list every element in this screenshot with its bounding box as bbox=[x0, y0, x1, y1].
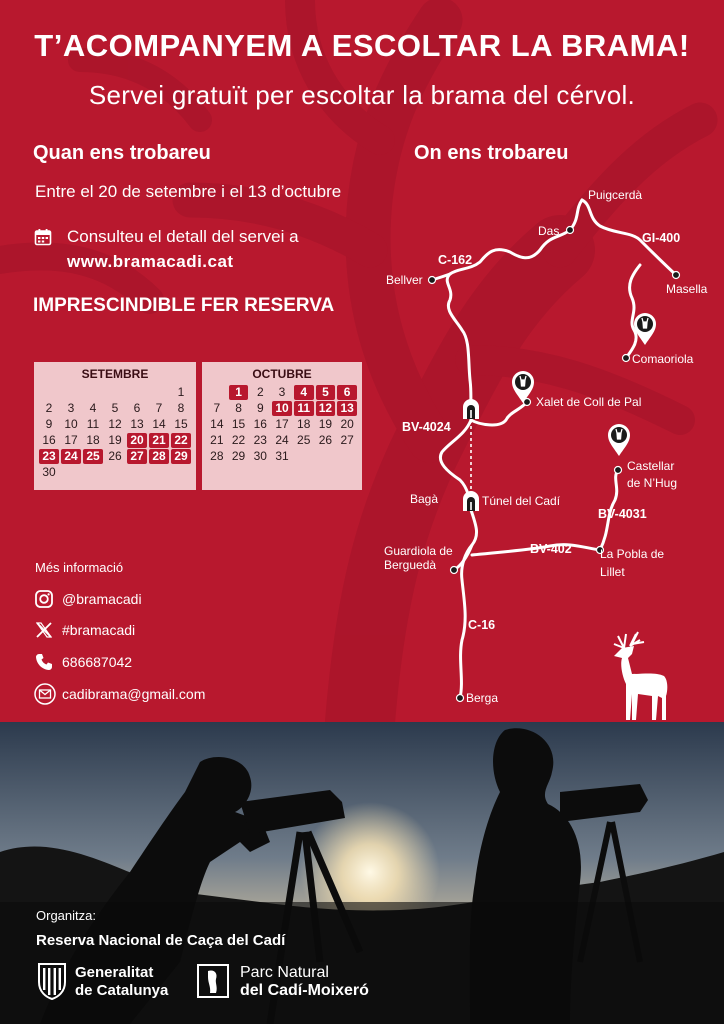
calendar-day: 25 bbox=[297, 433, 311, 447]
email-address[interactable]: cadibrama@gmail.com bbox=[62, 686, 206, 702]
calendar-day: 31 bbox=[275, 449, 289, 463]
generalitat-line2: de Catalunya bbox=[75, 982, 169, 999]
calendar-day-service: 27 bbox=[127, 449, 147, 464]
calendar-october bbox=[202, 362, 362, 490]
place-guardiola-line1: Guardiola de bbox=[384, 544, 453, 558]
calendar-day: 9 bbox=[256, 401, 264, 415]
calendar-day: 24 bbox=[275, 433, 289, 447]
instagram-handle[interactable]: @bramacadi bbox=[62, 591, 142, 607]
calendar-day: 15 bbox=[231, 417, 246, 431]
place-tunel-del-cadi: Túnel del Cadí bbox=[482, 494, 561, 508]
calendar-day: 22 bbox=[231, 433, 246, 447]
calendar-day-service: 13 bbox=[337, 401, 357, 416]
calendar-day: 3 bbox=[278, 385, 286, 399]
place-das: Das bbox=[538, 224, 560, 238]
calendar-day: 10 bbox=[64, 417, 78, 431]
place-xalet-coll-de-pal: Xalet de Coll de Pal bbox=[536, 395, 642, 409]
calendar-day: 11 bbox=[86, 417, 100, 431]
generalitat-line1: Generalitat bbox=[75, 964, 154, 981]
place-castellar-line2: de N’Hug bbox=[627, 476, 678, 490]
place-comaoriola: Comaoriola bbox=[632, 352, 694, 366]
calendar-day: 18 bbox=[297, 417, 311, 431]
calendar-day: 5 bbox=[111, 401, 119, 415]
road-c16: C-16 bbox=[468, 618, 496, 632]
phone-number[interactable]: 686687042 bbox=[62, 654, 133, 670]
deer-pin-icon bbox=[606, 423, 632, 457]
calendar-day: 26 bbox=[108, 449, 122, 463]
where-heading: On ens trobareu bbox=[414, 142, 569, 164]
route-map bbox=[370, 180, 724, 710]
calendar-day-service: 12 bbox=[316, 401, 336, 416]
calendar-day: 17 bbox=[275, 417, 289, 431]
place-pobla-line1: La Pobla de bbox=[600, 547, 665, 561]
calendar-day: 20 bbox=[340, 417, 354, 431]
place-masella: Masella bbox=[666, 282, 708, 296]
deer-silhouette bbox=[610, 630, 674, 720]
calendar-day: 15 bbox=[174, 417, 188, 431]
calendar-day: 19 bbox=[318, 417, 333, 431]
generalitat-logo bbox=[36, 962, 68, 1000]
place-baga: Bagà bbox=[410, 492, 439, 506]
page-subtitle: Servei gratuït per escoltar la brama del cérvol. bbox=[88, 80, 636, 110]
calendar-day: 18 bbox=[86, 433, 100, 447]
calendar-day-service: 29 bbox=[171, 449, 191, 464]
place-guardiola-line2: Berguedà bbox=[384, 558, 437, 572]
place-bellver: Bellver bbox=[386, 273, 423, 287]
email-icon[interactable] bbox=[34, 683, 56, 705]
place-berga: Berga bbox=[466, 691, 499, 705]
calendar-month-name: SETEMBRE bbox=[81, 367, 149, 381]
road-c162: C-162 bbox=[438, 253, 473, 267]
calendar-day: 14 bbox=[152, 417, 166, 431]
calendar-day-service: 10 bbox=[272, 401, 292, 416]
phone-icon[interactable] bbox=[34, 652, 54, 672]
calendar-month-name: OCTUBRE bbox=[252, 367, 312, 381]
calendar-day: 9 bbox=[45, 417, 53, 431]
organizer-name: Reserva Nacional de Caça del Cadí bbox=[36, 932, 286, 949]
calendar-day: 13 bbox=[130, 417, 144, 431]
tunnel-icon bbox=[462, 398, 480, 420]
road-bv402: BV-402 bbox=[530, 542, 572, 556]
calendar-day: 7 bbox=[155, 401, 163, 415]
calendar-day: 17 bbox=[64, 433, 78, 447]
calendar-day: 12 bbox=[108, 417, 122, 431]
calendar-day: 8 bbox=[235, 401, 242, 415]
calendar-day-service: 28 bbox=[149, 449, 169, 464]
deer-pin-icon bbox=[510, 370, 536, 404]
place-castellar-line1: Castellar bbox=[627, 459, 675, 473]
calendar-day: 4 bbox=[89, 401, 97, 415]
calendar-day-service: 21 bbox=[149, 433, 169, 448]
when-heading: Quan ens trobareu bbox=[33, 142, 211, 164]
calendar-day: 29 bbox=[231, 449, 246, 463]
calendar-day: 2 bbox=[45, 401, 53, 415]
calendar-september bbox=[34, 362, 196, 490]
page-title: T’ACOMPANYEM A ESCOLTAR LA BRAMA! bbox=[34, 28, 690, 63]
consult-text: Consulteu el detall del servei a bbox=[67, 227, 299, 246]
calendar-day: 30 bbox=[42, 465, 56, 479]
calendar-day: 8 bbox=[177, 401, 185, 415]
calendar-day-service: 5 bbox=[316, 385, 336, 400]
calendar-day: 14 bbox=[210, 417, 224, 431]
calendar-day-service: 6 bbox=[337, 385, 357, 400]
calendar-day-service: 4 bbox=[294, 385, 314, 400]
calendar-day: 21 bbox=[210, 433, 224, 447]
dates-text: Entre el 20 de setembre i el 13 d’octubre bbox=[35, 182, 342, 201]
deer-pin-icon bbox=[632, 312, 658, 346]
organizer-label: Organitza: bbox=[36, 908, 96, 923]
calendar-day: 6 bbox=[133, 401, 141, 415]
road-bv4031: BV-4031 bbox=[598, 507, 647, 521]
calendar-grid bbox=[206, 385, 358, 464]
calendar-day-service: 1 bbox=[229, 385, 249, 400]
website-link[interactable]: www.bramacadi.cat bbox=[67, 252, 234, 271]
calendar-day: 3 bbox=[67, 401, 75, 415]
calendar-day: 27 bbox=[340, 433, 354, 447]
x-handle[interactable]: #bramacadi bbox=[62, 622, 136, 638]
calendar-day: 16 bbox=[42, 433, 56, 447]
reservation-notice: IMPRESCINDIBLE FER RESERVA bbox=[33, 295, 335, 316]
road-bv4024: BV-4024 bbox=[402, 420, 451, 434]
calendar-day: 16 bbox=[253, 417, 267, 431]
calendar-icon bbox=[34, 228, 52, 246]
calendar-day: 1 bbox=[177, 385, 185, 399]
calendar-day-service: 24 bbox=[61, 449, 81, 464]
parc-natural-logo bbox=[196, 963, 230, 999]
calendar-day-service: 23 bbox=[39, 449, 59, 464]
calendar-day: 19 bbox=[108, 433, 122, 447]
calendar-day: 28 bbox=[210, 449, 224, 463]
instagram-icon[interactable] bbox=[34, 589, 54, 609]
calendar-day-service: 25 bbox=[83, 449, 103, 464]
parc-natural-line1: Parc Natural bbox=[240, 964, 329, 981]
place-pobla-line2: Lillet bbox=[600, 565, 625, 579]
tunnel-icon bbox=[462, 490, 480, 512]
calendar-day: 2 bbox=[256, 385, 264, 399]
x-icon[interactable] bbox=[34, 620, 54, 640]
calendar-grid bbox=[38, 385, 192, 480]
more-info-title: Més informació bbox=[35, 560, 124, 575]
calendar-day-service: 11 bbox=[294, 401, 314, 416]
calendar-day: 30 bbox=[253, 449, 267, 463]
place-puigcerda: Puigcerdà bbox=[588, 188, 643, 202]
calendar-day: 26 bbox=[318, 433, 333, 447]
calendar-day: 23 bbox=[253, 433, 267, 447]
calendar-day: 7 bbox=[213, 401, 221, 415]
calendar-day-service: 20 bbox=[127, 433, 147, 448]
road-gi400: GI-400 bbox=[642, 231, 681, 245]
parc-natural-line2: del Cadí-Moixeró bbox=[240, 982, 369, 999]
calendar-day-service: 22 bbox=[171, 433, 191, 448]
